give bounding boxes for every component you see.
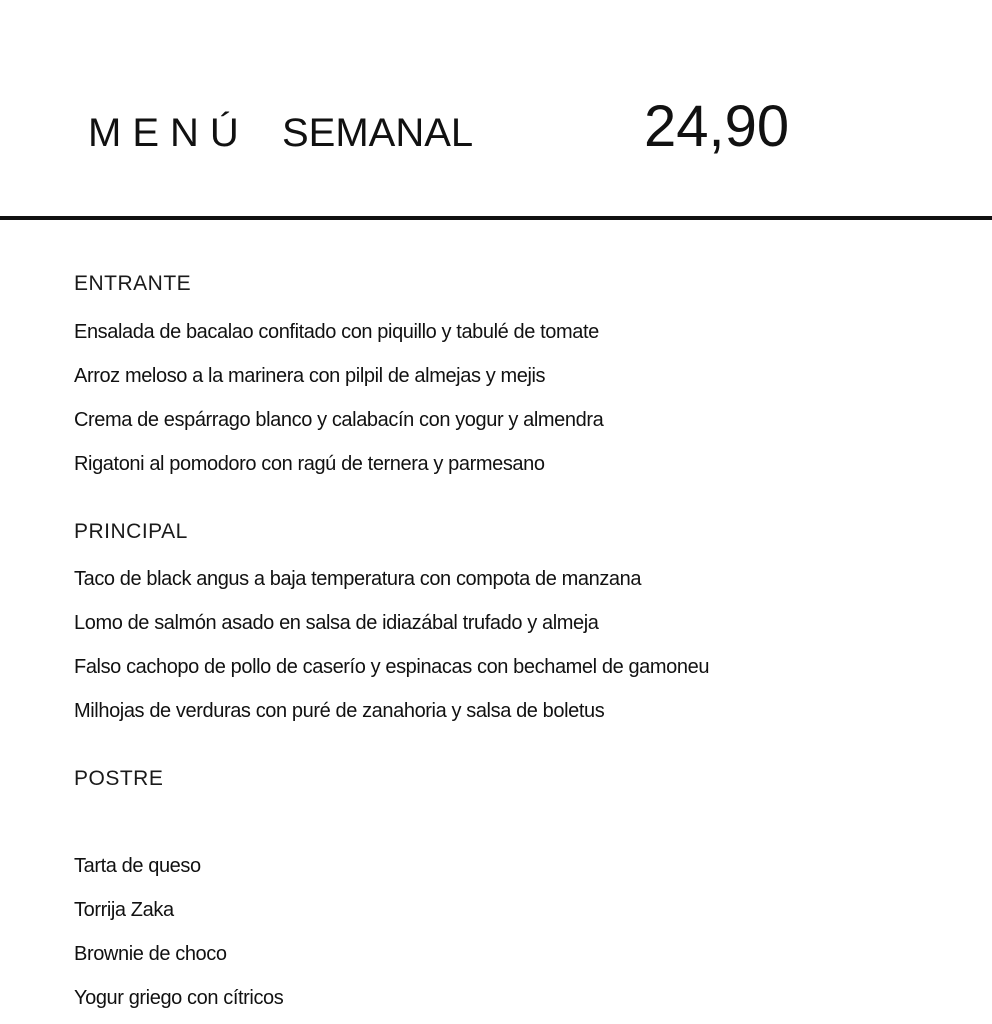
dish-item: Arroz meloso a la marinera con pilpil de almejas y mejis: [74, 365, 546, 387]
dish-item: Rigatoni al pomodoro con ragú de ternera y parmesano: [74, 453, 545, 475]
dish-item: Tarta de queso: [74, 855, 201, 877]
dish-item: Ensalada de bacalao confitado con piquillo y tabulé de tomate: [74, 321, 599, 343]
section-heading-entrante: ENTRANTE: [74, 272, 192, 295]
dish-item: Yogur griego con cítricos: [74, 987, 284, 1009]
section-heading-principal: PRINCIPAL: [74, 520, 188, 543]
dish-item: Milhojas de verduras con puré de zanahoria y salsa de boletus: [74, 700, 605, 722]
dish-item: Crema de espárrago blanco y calabacín con yogur y almendra: [74, 409, 604, 431]
menu-header: [0, 0, 992, 222]
dish-item: Torrija Zaka: [74, 899, 174, 921]
menu-price: 24,90: [644, 94, 790, 159]
dish-item: Brownie de choco: [74, 943, 227, 965]
dish-item: Falso cachopo de pollo de caserío y espinacas con bechamel de gamoneu: [74, 656, 710, 678]
menu-title-subtitle-word: SEMANAL: [282, 111, 474, 155]
dish-item: Lomo de salmón asado en salsa de idiazábal trufado y almeja: [74, 612, 599, 634]
menu-title-word: MENÚ: [88, 111, 250, 155]
header-divider: [0, 216, 992, 220]
section-heading-postre: POSTRE: [74, 767, 164, 790]
dish-item: Taco de black angus a baja temperatura con compota de manzana: [74, 568, 642, 590]
